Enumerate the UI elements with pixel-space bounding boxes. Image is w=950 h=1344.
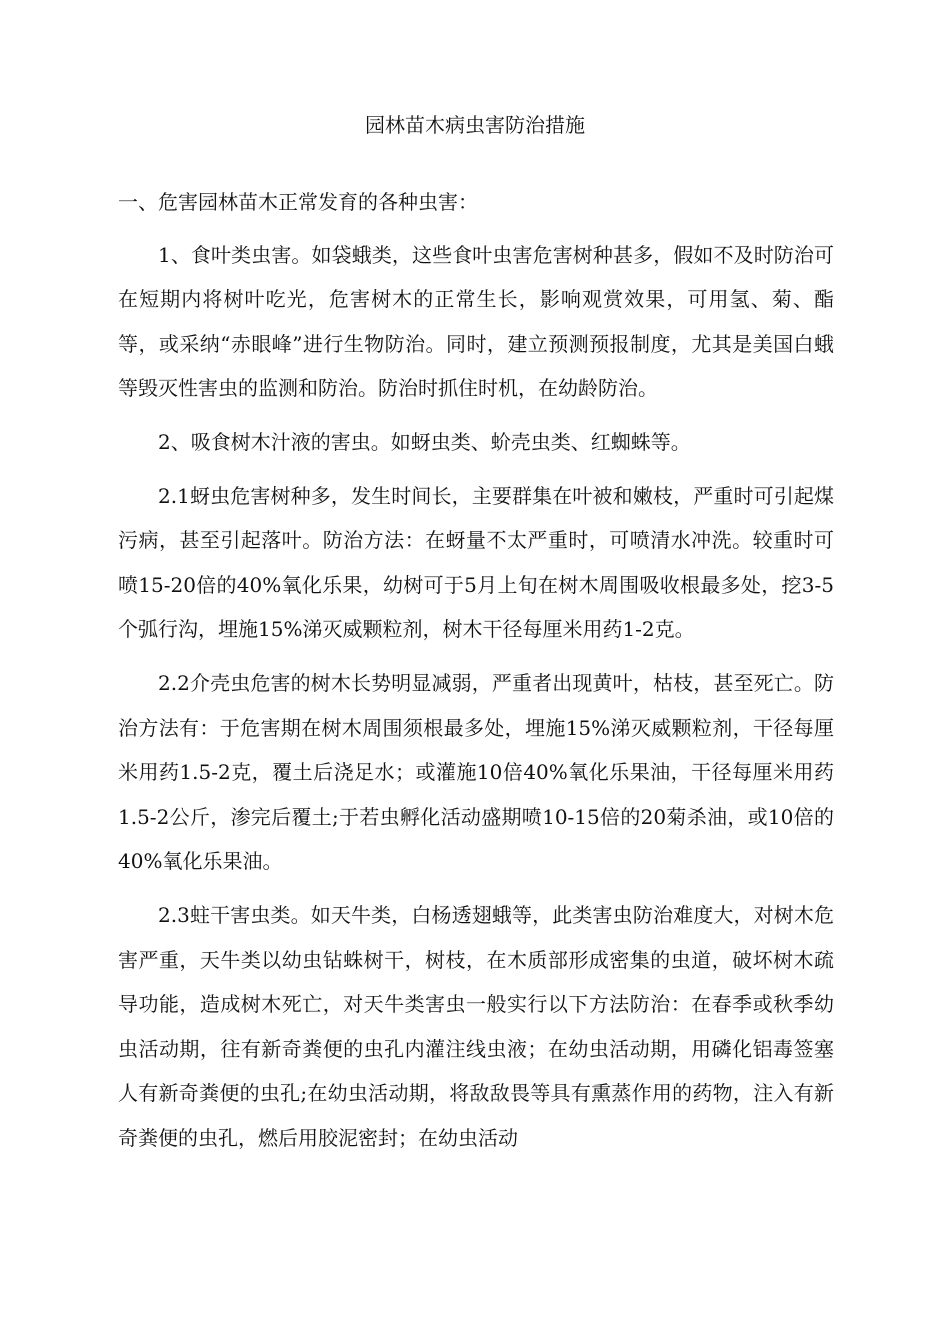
- document-body: [118, 180, 834, 1160]
- document-title: 园林苗木病虫害防治措施: [365, 113, 585, 137]
- paragraph-trunk-borers: 2.3蛀干害虫类。如天牛类，白杨透翅蛾等，此类害虫防治难度大，对树木危害严重，天牛类以幼虫钻蛛树干，树枝，在木质部形成密集的虫道，破坏树木疏导功能，造成树木死亡，对天牛类害虫一般实行以下方法防治：在春季或秋季幼虫活动期，往有新奇粪便的虫孔内灌注线虫液；在幼虫活动期，用磷化铝毒签塞人有新奇粪便的虫孔;在幼虫活动期，将敌敌畏等具有熏蒸作用的药物，注入有新奇粪便的虫孔，燃后用胶泥密封；在幼虫活动: [118, 902, 834, 1150]
- paragraph-leaf-eating-pests: 1、食叶类虫害。如袋蛾类，这些食叶虫害危害树种甚多，假如不及时防治可在短期内将树叶吃光，危害树木的正常生长，影响观赏效果，可用氢、菊、酯等，或采纳“赤眼峰”进行生物防治。同时，建立预测预报制度，尤其是美国白蛾等毁灭性害虫的监测和防治。防治时抓住时机，在幼龄防治。: [118, 242, 834, 401]
- section-heading: 一、危害园林苗木正常发育的各种虫害：: [118, 190, 478, 214]
- paragraph-aphids: 2.1蚜虫危害树种多，发生时间长，主要群集在叶被和嫩枝，严重时可引起煤污病，甚至引起落叶。防治方法：在蚜量不太严重时，可喷清水冲洗。较重时可喷15-20倍的40%氧化乐果，幼树可于5月上旬在树木周围吸收根最多处，挖3-5个弧行沟，埋施15%涕灭威颗粒剂，树木干径每厘米用药1-2克。: [118, 483, 834, 642]
- paragraph-scale-insects: 2.2介壳虫危害的树木长势明显减弱，严重者出现黄叶，枯枝，甚至死亡。防治方法有：于危害期在树木周围须根最多处，埋施15%涕灭威颗粒剂，干径每厘米用药1.5-2克，覆土后浇足水；或灌施10倍40%氧化乐果油，干径每厘米用药1.5-2公斤，渗完后覆土;于若虫孵化活动盛期喷10-15倍的20菊杀油，或10倍的40%氧化乐果油。: [118, 670, 834, 874]
- paragraph-sap-sucking-pests: 2、吸食树木汁液的害虫。如蚜虫类、蚧壳虫类、红蜘蛛等。: [158, 429, 691, 454]
